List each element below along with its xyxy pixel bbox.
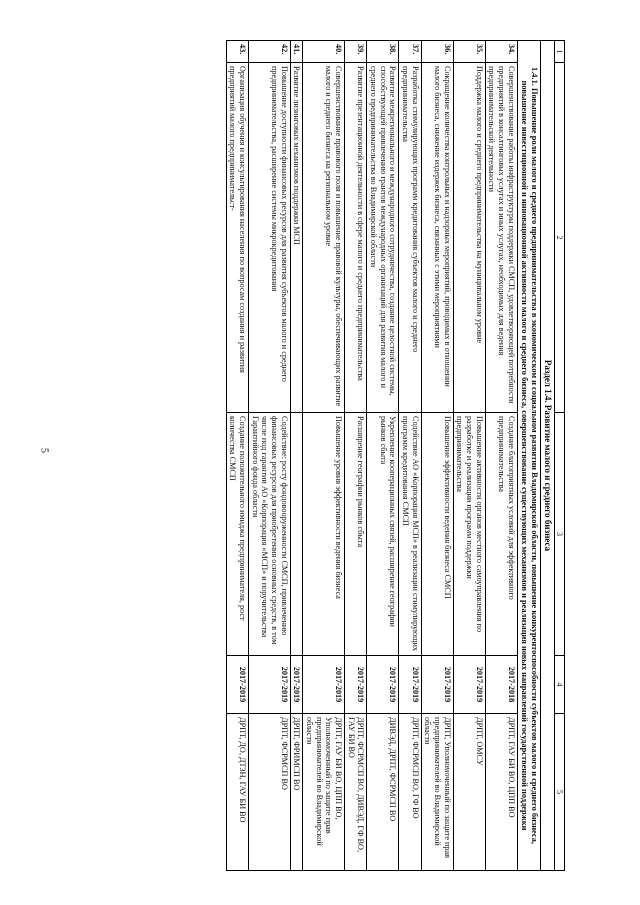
row-number: 36.	[421, 41, 453, 63]
subsection-title: 1.4.1. Повышение роли малого и среднего предпринимательства в экономическом и социальном развитии Владимирской области, повышение конкурентоспособности субъектов малого и среднего бизнеса, повышение инвестиционной и инновационной активности малого и среднего бизнеса, совершенствование существующих механизмов и реализация новых направлений государственной поддержки	[517, 41, 540, 871]
table-row	[226, 41, 248, 871]
subsection-row	[517, 41, 540, 871]
table-row	[345, 41, 367, 871]
period-cell: 2017-2019	[226, 656, 248, 714]
table-row	[399, 41, 421, 871]
table-row	[485, 41, 517, 871]
measure-cell: Организация обучения и консультирования населения по вопросам создания и развития предприятий малого предпринимательст-	[226, 63, 248, 413]
result-cell: Создание благоприятных условий для эффективного предпринимательства	[485, 413, 517, 656]
table-row	[453, 41, 485, 871]
measure-cell: Развитие межрегионального и международного сотрудничества, создание целостной системы, способствующей привлечению грантов международных организаций для развития малого и среднего предпринимательства во Владимирской области	[367, 63, 399, 413]
row-number: 43.	[226, 41, 248, 63]
period-cell: 2017-2019	[367, 656, 399, 714]
executors-cell: ДРПТ, ФСРМСП ВО, ДИВЭД, ГФ ВО, ГАУ БИ ВО	[345, 714, 367, 871]
measure-cell: Совершенствование работы инфраструктуры поддержки СМСП, удовлетворяющей потребности предприятий в консалтинговых услугах и иных услугах, необходимых для ведения предпринимательской деятельности	[485, 63, 517, 413]
executors-cell: ДРПТ, ГАУ БИ ВО, ЦПП ВО, Уполномоченный по защите прав предпринимателей во Владимирской области	[303, 714, 345, 871]
column-header: 3	[554, 413, 564, 656]
section-row	[540, 41, 554, 871]
executors-cell: ДРПТ, ДО, ДТЗН, ГАУ БИ ВО	[226, 714, 248, 871]
period-cell: 2017-2019	[453, 656, 485, 714]
period-cell: 2017-2018	[485, 656, 517, 714]
executors-cell: ДРПТ, ОМСУ	[453, 714, 485, 871]
measure-cell: Совершенствование правового поля и повышение правовой культуры, обеспечивающих развитие малого и среднего бизнеса на региональном уровне	[303, 63, 345, 413]
measure-cell: Повышение доступности финансовых ресурсов для развития субъектов малого и среднего предпринимательства, расширение системы микрокредитования	[249, 63, 291, 413]
row-number: 35.	[453, 41, 485, 63]
row-number: 39.	[345, 41, 367, 63]
period-cell: 2017-2019	[290, 656, 303, 714]
row-number: 41.	[290, 41, 303, 63]
measure-cell: Разработка стимулирующих программ кредитования субъектов малого и среднего предпринимательства	[399, 63, 421, 413]
result-cell: Содействие: росту фондовооруженности СМСП, привлечению финансовых ресурсов для приобретения основных средств, в том числе под гарантии АО «Корпорация «МСП» и поручительства Гарантийного фонда области	[249, 413, 291, 656]
result-cell: Создание положительного имиджа предпринимателя, рост количества СМСП	[226, 413, 248, 656]
result-cell: Содействие АО «Корпорация МСП» в реализации стимулирующих программ кредитования СМСП	[399, 413, 421, 656]
row-number: 34.	[485, 41, 517, 63]
column-header-row	[554, 41, 564, 871]
row-number: 40.	[303, 41, 345, 63]
column-header: 4	[554, 656, 564, 714]
measure-cell: Развитие лизинговых механизмов поддержки МСП	[290, 63, 303, 413]
section-title: Раздел 1.4. Развитие малого и среднего бизнеса	[540, 41, 554, 871]
measure-cell: Сокращение количества контрольных и надзорных мероприятий, проводимых в отношении малого бизнеса, снижение издержек бизнеса, связанных с этими мероприятиями	[421, 63, 453, 413]
table-row	[249, 41, 291, 871]
executors-cell: ДРПТ, ФСРМСП ВО	[249, 714, 291, 871]
page-number: 5	[38, 448, 50, 453]
period-cell: 2017-2019	[303, 656, 345, 714]
column-header: 5	[554, 714, 564, 871]
measures-table	[226, 40, 565, 871]
executors-cell: ДРПТ, Уполномоченный по защите прав предпринимателей во Владимирской области	[421, 714, 453, 871]
executors-cell: ДРПТ, ГАУ БИ ВО, ЦПП ВО	[485, 714, 517, 871]
period-cell: 2017-2019	[421, 656, 453, 714]
row-number: 37.	[399, 41, 421, 63]
table-row	[367, 41, 399, 871]
result-cell: Повышение уровня эффективности ведения бизнеса	[303, 413, 345, 656]
rotated-table-sheet	[65, 40, 565, 870]
measure-cell: Поддержка малого и среднего предпринимательства на муниципальном уровне	[453, 63, 485, 413]
measure-cell: Развитие презентационной деятельности в сфере малого и среднего предпринимательства	[345, 63, 367, 413]
column-header: 1	[554, 41, 564, 63]
executors-cell: ДРПТ, ФРИМСП ВО	[290, 714, 303, 871]
table-row	[290, 41, 303, 871]
row-number: 38.	[367, 41, 399, 63]
result-cell	[290, 413, 303, 656]
row-number: 42.	[249, 41, 291, 63]
result-cell: Повышение эффективности ведения бизнеса СМСП	[421, 413, 453, 656]
result-cell: Повышение активности органов местного самоуправления по разработке и реализации программ поддержки предпринимательства	[453, 413, 485, 656]
executors-cell: ДРПТ, ФСРМСП ВО, ГФ ВО	[399, 714, 421, 871]
result-cell: Укрепление кооперационных связей, расширение географии рынков сбыта	[367, 413, 399, 656]
result-cell: Расширение географии рынков сбыта	[345, 413, 367, 656]
column-header: 2	[554, 63, 564, 413]
executors-cell: ДИВЭД, ДРПТ, ФСРМСП ВО	[367, 714, 399, 871]
period-cell: 2017-2019	[399, 656, 421, 714]
period-cell: 2017-2019	[345, 656, 367, 714]
table-row	[421, 41, 453, 871]
period-cell: 2017-2019	[249, 656, 291, 714]
table-row	[303, 41, 345, 871]
